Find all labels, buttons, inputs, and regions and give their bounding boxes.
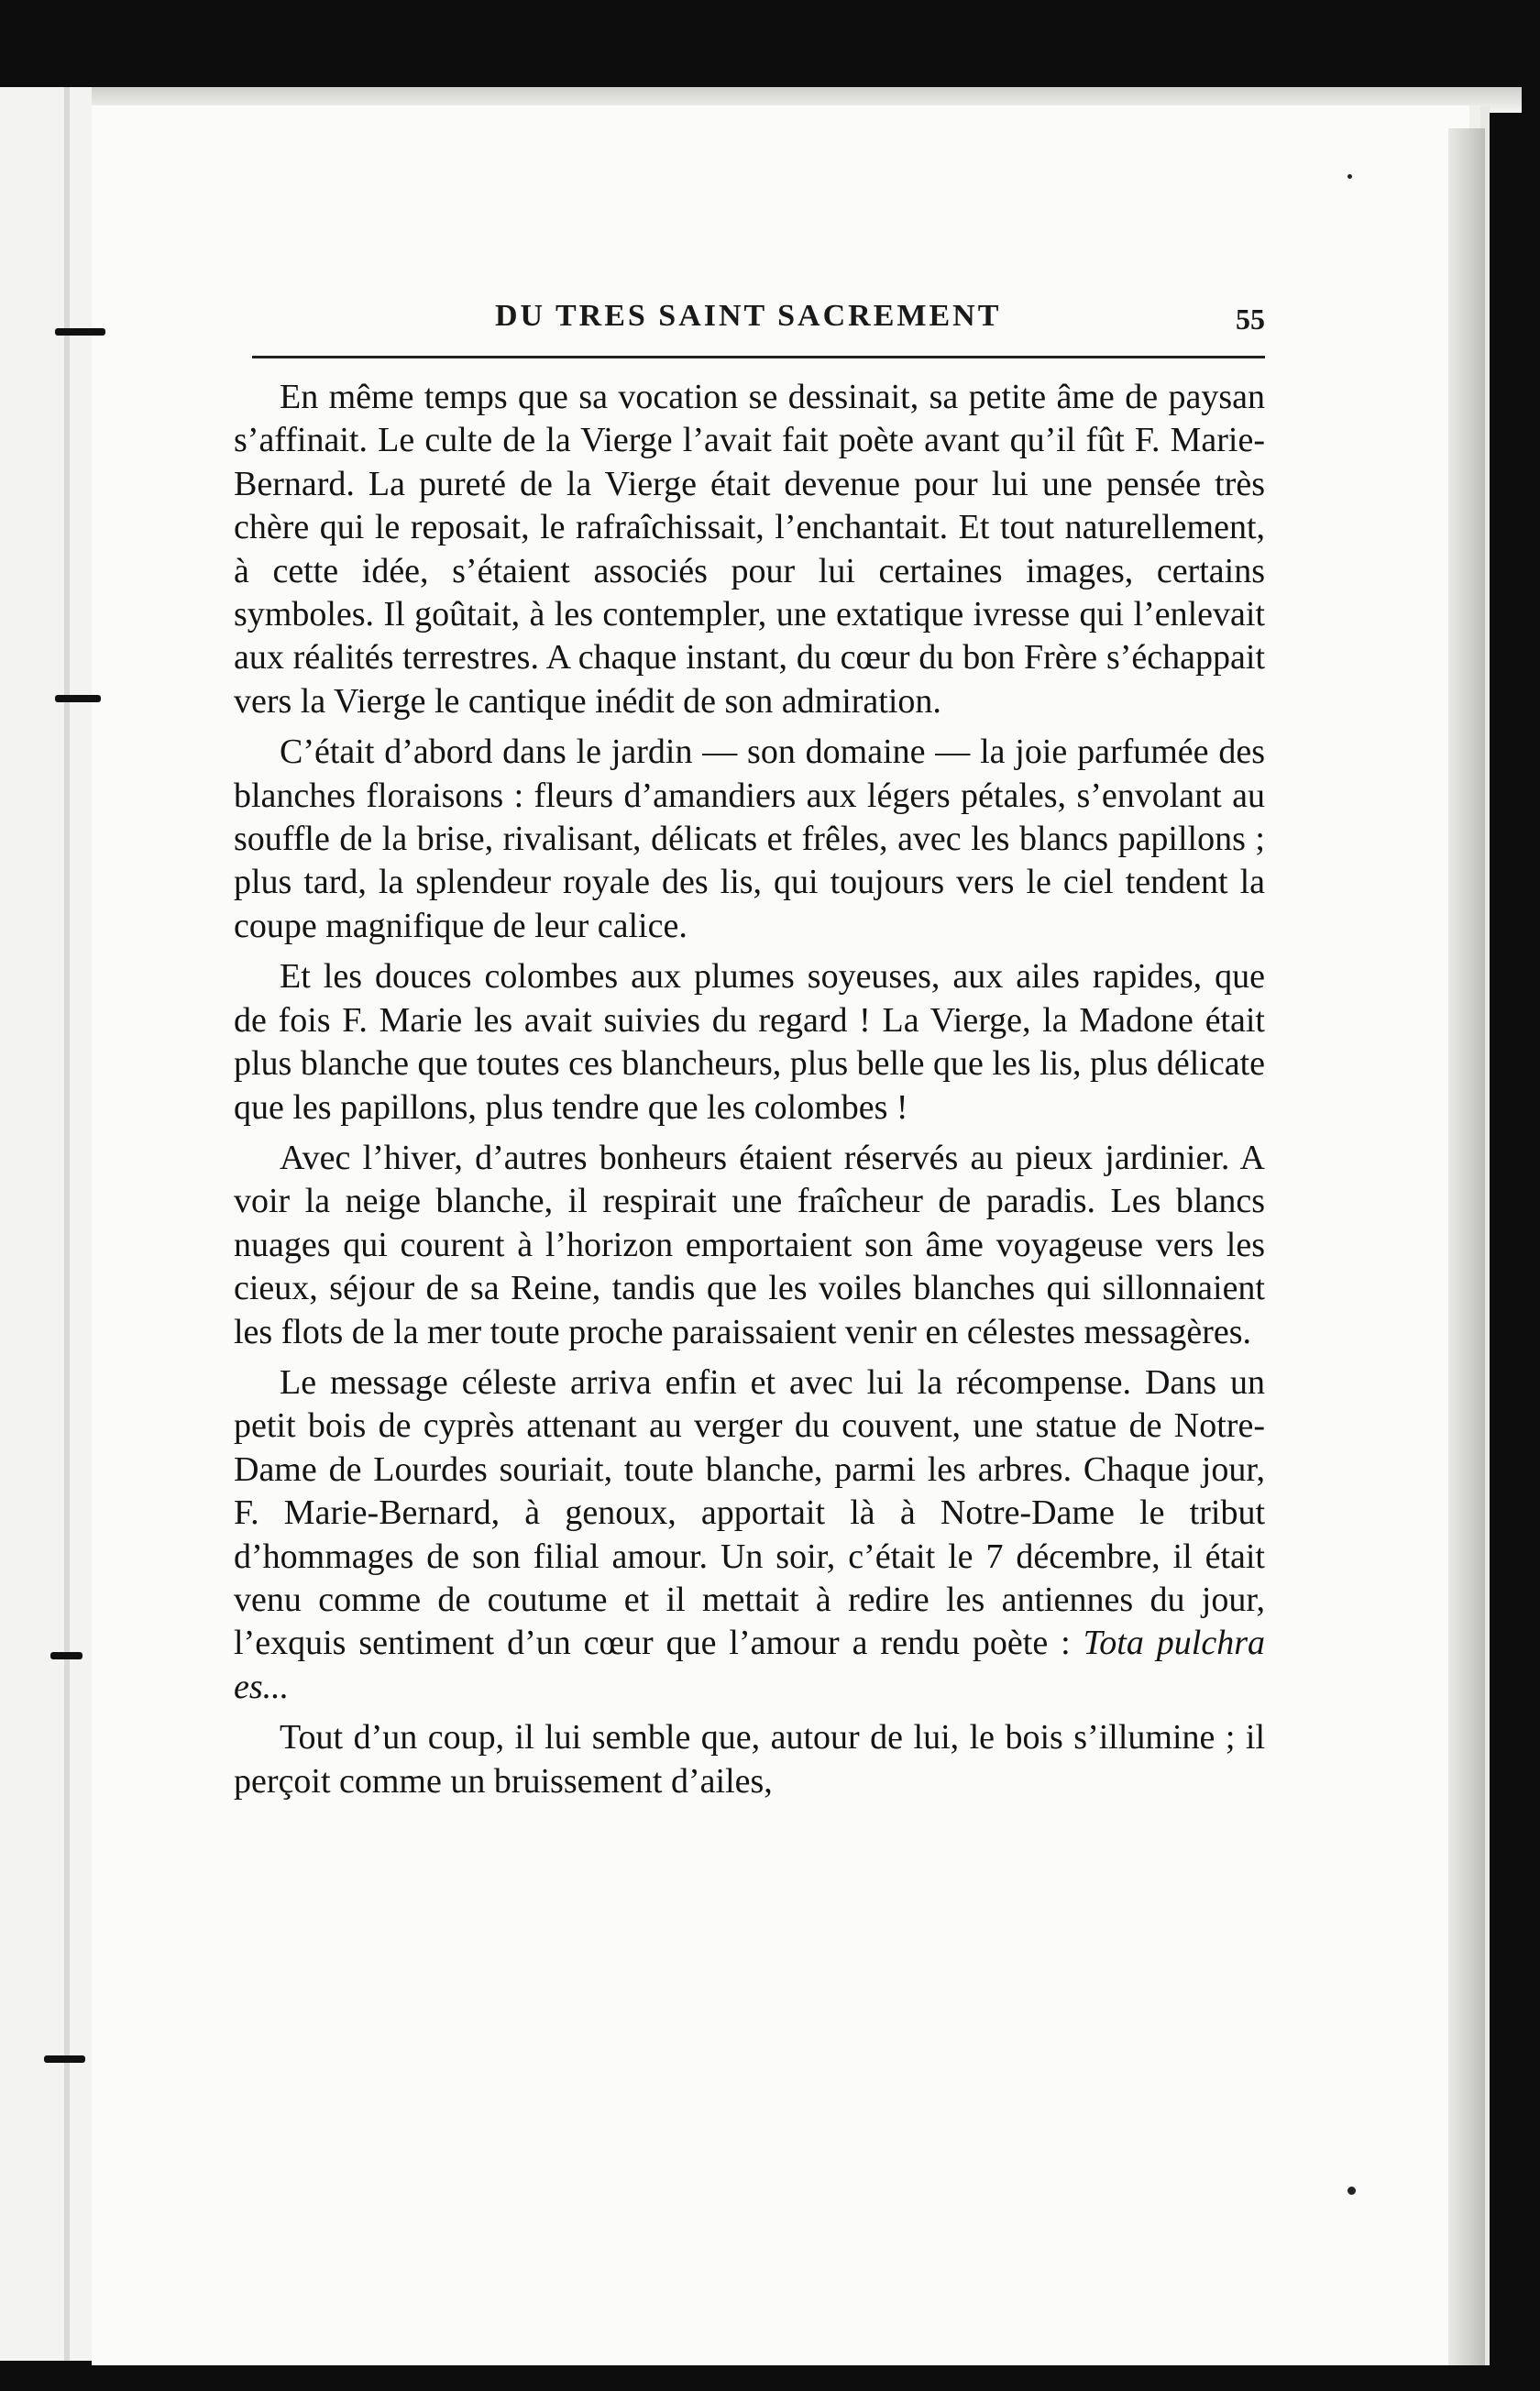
binding-mark [50, 1652, 82, 1659]
page-right-edge [1448, 128, 1485, 2365]
paragraph-text: Le message céleste arriva enfin et avec lui la récompense. Dans un petit bois de cyprès attenant au verger du couvent, une statue de Notre-Dame de Lourdes souriait, toute blanche, parmi les arbres. Chaque jour, F. Marie-Bernard, à genoux, apportait là à Notre-Dame le tribut d’hommages de son filial amour. Un soir, c’était le 7 décembre, il était venu comme de coutume et il mettait à redire les antiennes du jour, l’exquis sentiment d’un cœur que l’amour a rendu poète : [234, 1362, 1265, 1663]
ink-speck [1348, 2187, 1356, 2195]
paragraph: Avec l’hiver, d’autres bonheurs étaient réservés au pieux jardinier. A voir la neige blanche, il respirait une fraîcheur de paradis. Les blancs nuages qui courent à l’horizon emportaient son âme voyageuse vers les cieux, séjour de sa Reine, tandis que les voiles blanches qui sillonnaient les flots de la mer toute proche paraissaient venir en célestes messagères. [234, 1138, 1265, 1351]
page-header [252, 292, 1265, 358]
body-text [234, 376, 1265, 1811]
latin-quote: Tota pulchra es... [234, 1624, 1266, 1706]
page-number: 55 [1236, 303, 1265, 336]
binding-mark [55, 695, 101, 702]
binding-mark [44, 2055, 85, 2063]
paragraph [234, 1361, 1265, 1709]
ink-speck [1348, 174, 1352, 179]
left-page-edge [64, 87, 70, 2361]
binding-mark [55, 328, 105, 336]
paragraph: Et les douces colombes aux plumes soyeuses, aux ailes rapides, que de fois F. Marie les avait suivies du regard ! La Vierge, la Madone était plus blanche que toutes ces blancheurs, plus belle que les lis, plus délicate que les papillons, plus tendre que les colombes ! [234, 957, 1265, 1127]
paragraph: Tout d’un coup, il lui semble que, autour de lui, le bois s’illumine ; il perçoit comme un bruissement d’ailes, [234, 1718, 1265, 1801]
paragraph: En même temps que sa vocation se dessinait, sa petite âme de paysan s’affinait. Le culte de la Vierge l’avait fait poète avant qu’il fût F. Marie-Bernard. La pureté de la Vierge était devenue pour lui une pensée très chère qui le reposait, le rafraîchissait, l’enchantait. Et tout naturellement, à cette idée, s’étaient associés pour lui certaines images, certains symboles. Il goûtait, à les contempler, une extatique ivresse qui l’enlevait aux réalités terrestres. A chaque instant, du cœur du bon Frère s’échappait vers la Vierge le cantique inédit de son admiration. [234, 378, 1265, 721]
left-page-margin [0, 87, 104, 2361]
paragraph: C’était d’abord dans le jardin — son domaine — la joie parfumée des blanches floraisons : fleurs d’amandiers aux légers pétales, s’envolant au souffle de la brise, rivalisant, délicats et frêles, avec les blancs papillons ; plus tard, la splendeur royale des lis, qui toujours vers le ciel tendent la coupe magnifique de leur calice. [234, 733, 1265, 945]
running-title: DU TRES SAINT SACREMENT [495, 299, 1002, 333]
